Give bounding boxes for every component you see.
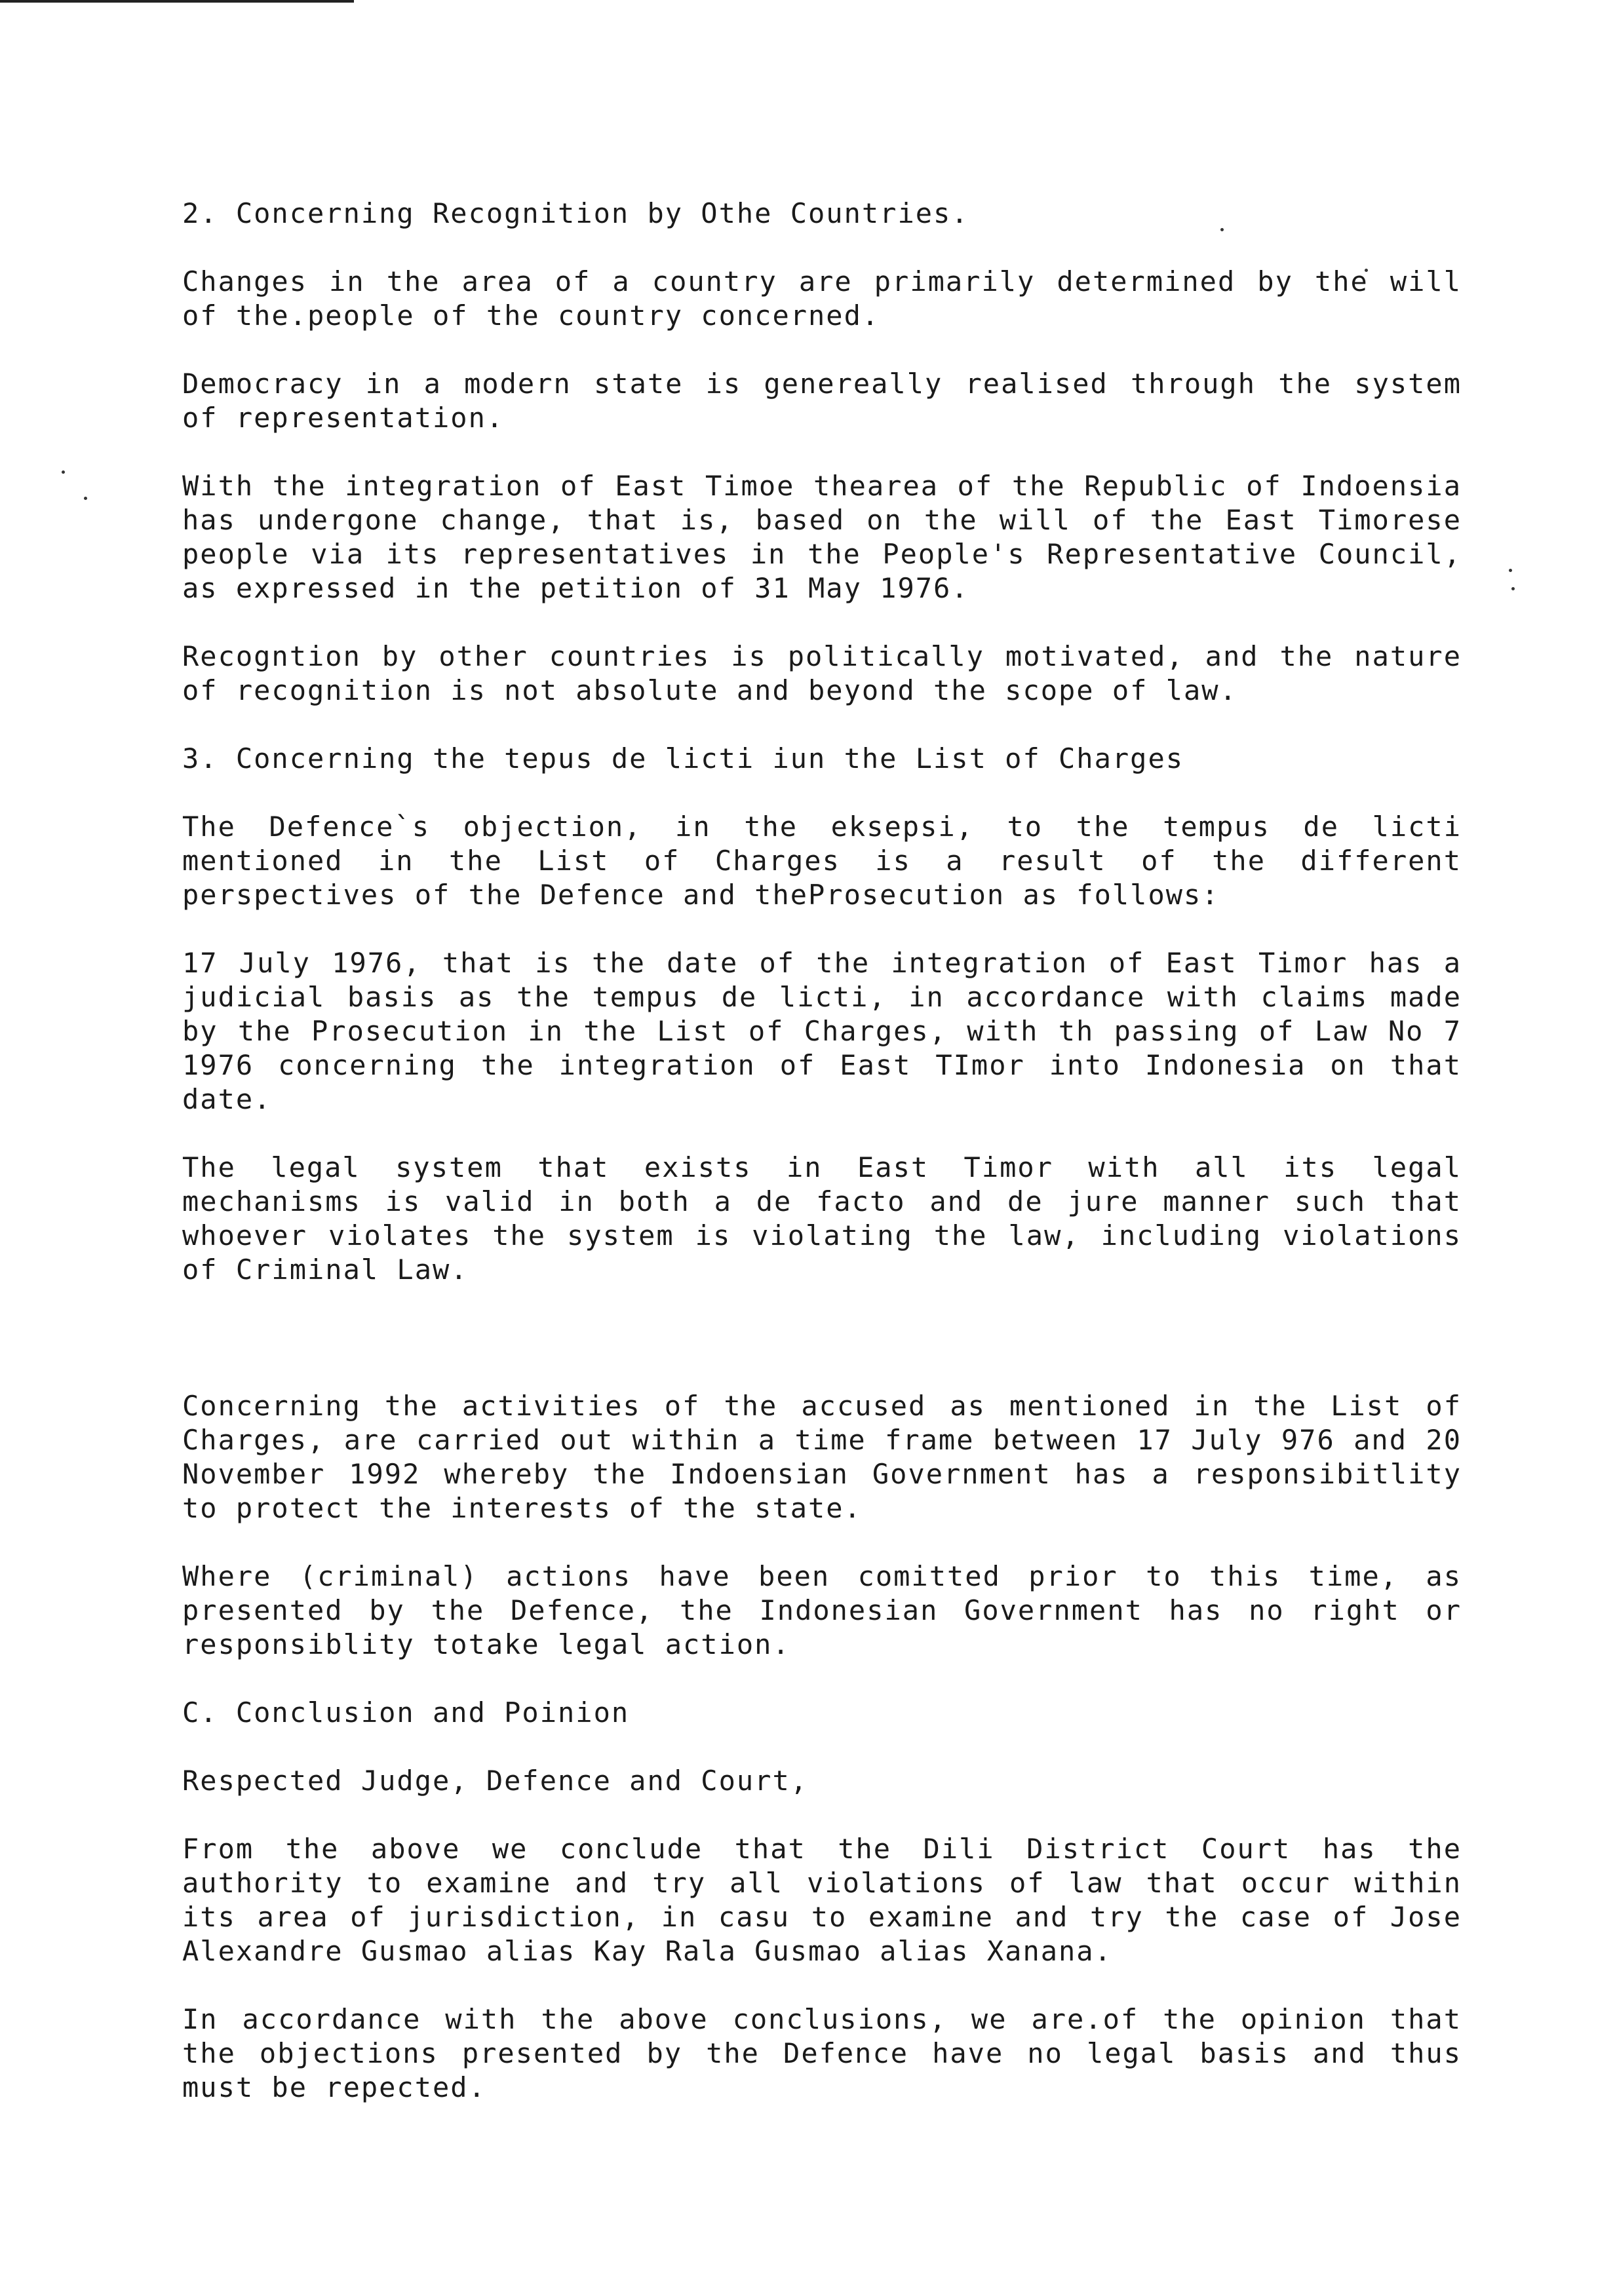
scan-speck xyxy=(1509,569,1512,572)
paragraph-accused-activities: Concerning the activities of the accused as mentioned in the List of Charges, are carried out within a time frame between 17 July 976 and 20 November 1992 whereby the Indoensian Government has a responsibitlity to protect the interests of the state. xyxy=(182,1390,1462,1524)
section-3-heading: 3. Concerning the tepus de licti iun the List of Charges xyxy=(182,742,1184,775)
paragraph-opinion: In accordance with the above conclusions, we are.of the opinion that the objections presented by the Defence have no legal basis and thus must be repected. xyxy=(182,2003,1462,2103)
scan-speck xyxy=(84,497,87,500)
paragraph-criminal-actions: Where (criminal) actions have been comitted prior to this time, as presented by the Defence, the Indonesian Government has no right or responsiblity totake legal action. xyxy=(182,1560,1462,1660)
section-c-heading: C. Conclusion and Poinion xyxy=(182,1696,630,1729)
paragraph-tempus-de-licti: 17 July 1976, that is the date of the integration of East Timor has a judicial basis as the tempus de licti, in accordance with claims made by the Prosecution in the List of Charges, with th passing of Law No 7 1976 concerning the integration of East TImor into Indonesia on that date. xyxy=(182,947,1462,1115)
salutation: Respected Judge, Defence and Court, xyxy=(182,1765,809,1797)
paragraph-recognition: Recogntion by other countries is politically motivated, and the nature of recognition is not absolute and beyond the scope of law. xyxy=(182,640,1462,706)
scan-speck xyxy=(62,470,65,474)
paragraph-defence-objection: The Defence`s objection, in the eksepsi, to the tempus de licti mentioned in the List of Charges is a result of the different perspectives of the Defence and theProsecution as follows: xyxy=(182,811,1462,911)
paragraph-conclusion: From the above we conclude that the Dili District Court has the authority to examine and try all violations of law that occur within its area of jurisdiction, in casu to examine and try the case of Jose Alexandre Gusmao alias Kay Rala Gusmao alias Xanana. xyxy=(182,1833,1462,1967)
document-body xyxy=(182,197,1462,2139)
scan-edge-line xyxy=(0,0,354,3)
section-2-heading: 2. Concerning Recognition by Othe Countries. xyxy=(182,197,969,229)
paragraph-democracy: Democracy in a modern state is genereally realised through the system of representation. xyxy=(182,368,1462,434)
paragraph-legal-system: The legal system that exists in East Timor with all its legal mechanisms is valid in both a de facto and de jure manner such that whoever violates the system is violating the law, including violations of Criminal Law. xyxy=(182,1151,1462,1286)
scan-speck xyxy=(1511,587,1515,590)
paragraph-area-changes: Changes in the area of a country are primarily determined by the will of the.people of the country concerned. xyxy=(182,265,1462,332)
paragraph-integration: With the integration of East Timoe thearea of the Republic of Indoensia has undergone change, that is, based on the will of the East Timorese people via its representatives in the People's Representative Council, as expressed in the petition of 31 May 1976. xyxy=(182,470,1462,604)
paragraph-gap xyxy=(182,1321,1462,1389)
